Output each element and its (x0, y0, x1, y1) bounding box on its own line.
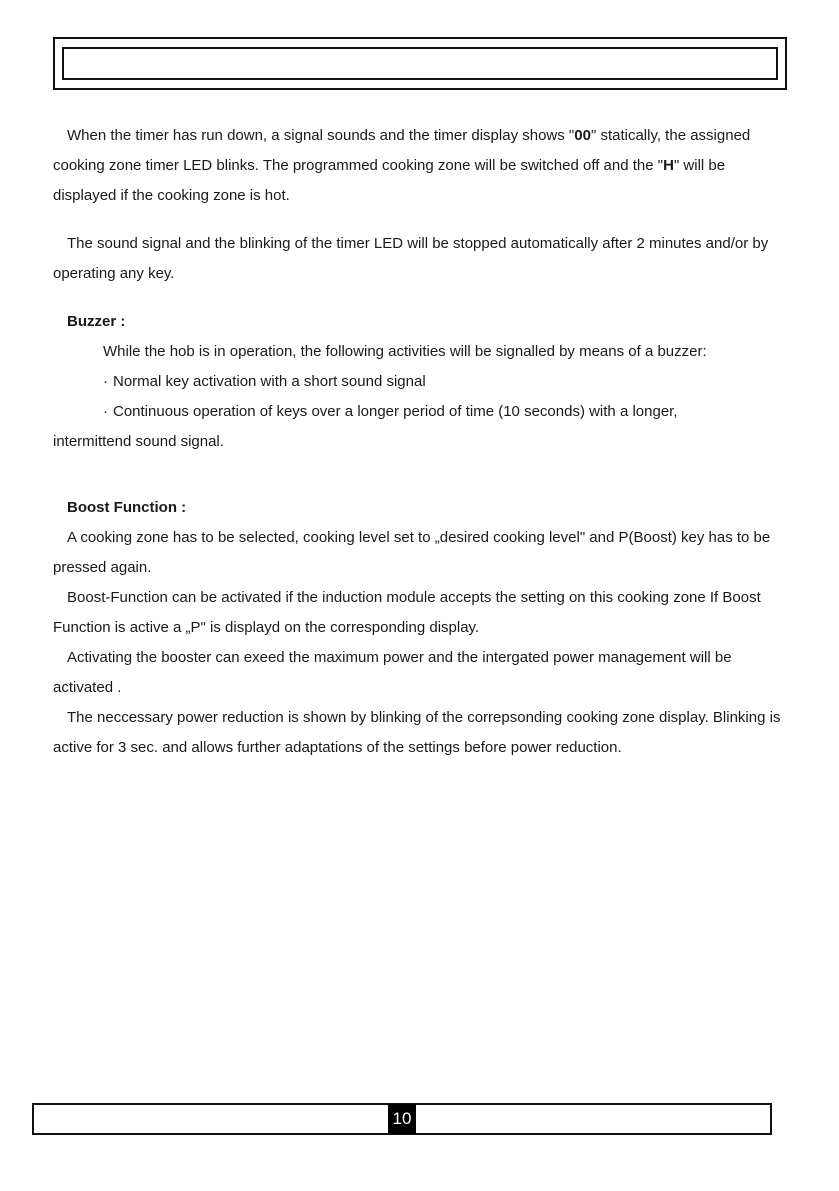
text-run: When the timer has run down, a signal sounds and the timer display shows " (67, 127, 575, 144)
bullet-icon: · (103, 403, 108, 420)
text-run: " will be displayed if the cooking zone is hot. (53, 157, 726, 204)
buzzer-item-1-text: Normal key activation with a short sound signal (113, 373, 426, 390)
page-content (53, 121, 783, 763)
boost-paragraph-2: Boost-Function can be activated if the induction module accepts the setting on this cooking zone If Boost Function is active a „P" is displayd on the corresponding display. (53, 589, 761, 636)
buzzer-item-2-continuation: intermittend sound signal. (53, 433, 224, 450)
boost-heading: Boost Function : (67, 499, 187, 516)
buzzer-intro: While the hob is in operation, the following activities will be signalled by means of a buzzer: (103, 343, 707, 360)
boost-paragraph-3: Activating the booster can exeed the maximum power and the intergated power management will be activated . (53, 649, 732, 696)
boost-paragraph-1: A cooking zone has to be selected, cooking level set to „desired cooking level" and P(Boost) key has to be pressed again. (53, 529, 771, 576)
header-frame (53, 37, 787, 90)
display-code-00: 00 (574, 127, 591, 144)
display-code-h: H (663, 157, 674, 174)
page-number: 10 (388, 1104, 416, 1134)
timer-paragraph-2: The sound signal and the blinking of the timer LED will be stopped automatically after 2 minutes and/or by operating any key. (53, 235, 769, 282)
buzzer-item-2-text: Continuous operation of keys over a longer period of time (10 seconds) with a longer, (113, 403, 678, 420)
bullet-icon: · (103, 373, 108, 390)
buzzer-heading: Buzzer : (67, 313, 126, 330)
boost-paragraph-4: The neccessary power reduction is shown by blinking of the correpsonding cooking zone display. Blinking is active for 3 sec. and allows further adaptations of the settings before power reduction. (53, 709, 781, 756)
buzzer-item-1 (53, 367, 783, 397)
buzzer-item-2 (53, 397, 783, 427)
header-inner-frame (62, 47, 778, 80)
text-run: " statically, the assigned cooking zone timer LED blinks. The programmed cooking zone will be switched off and the " (53, 127, 751, 174)
timer-paragraph-1 (53, 121, 783, 211)
